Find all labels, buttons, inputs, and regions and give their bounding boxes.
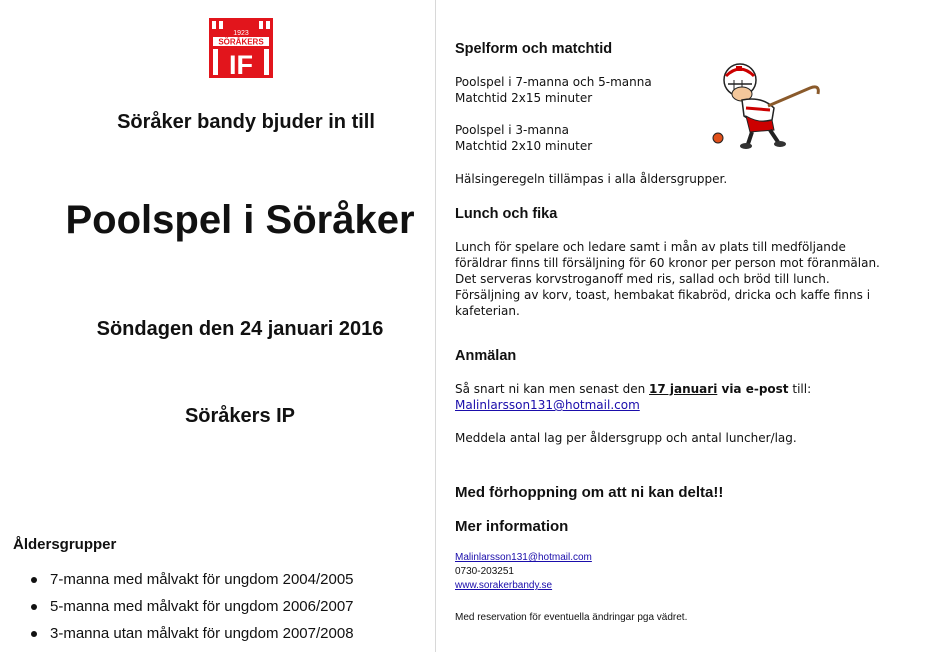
club-logo-icon <box>209 18 273 78</box>
format-heading: Spelform och matchtid <box>455 41 613 57</box>
bandy-player-cartoon-icon <box>712 58 830 154</box>
signup-note: Meddela antal lag per åldersgrupp och antal luncher/lag. <box>455 431 797 445</box>
svg-text:1923: 1923 <box>233 30 249 37</box>
lunch-heading: Lunch och fika <box>455 206 558 222</box>
event-venue: Söråkers IP <box>184 405 296 427</box>
hope-line: Med förhoppning om att ni kan delta!! <box>455 484 724 501</box>
format-text-7-5: Poolspel i 7-manna och 5-manna Matchtid 2x15 minuter <box>455 75 652 105</box>
bullet-icon <box>31 577 37 583</box>
svg-text:SÖRÅKERS: SÖRÅKERS <box>218 37 264 47</box>
invitation-lead: Söråker bandy bjuder in till <box>117 111 375 133</box>
rule-line: Hälsingeregeln tillämpas i alla åldersgrupper. <box>455 172 728 186</box>
reservation-note: Med reservation för eventuella ändringar pga vädret. <box>455 612 688 623</box>
list-item: 7-manna med målvakt för ungdom 2004/2005 <box>30 569 354 596</box>
signup-text: Så snart ni kan men senast den 17 januari via e-post till: Malinlarsson131@hotmail.com <box>455 382 812 412</box>
event-date: Söndagen den 24 januari 2016 <box>96 318 384 340</box>
svg-text:IF: IF <box>229 50 253 78</box>
age-groups-list <box>30 569 354 650</box>
signup-email-link[interactable]: Malinlarsson131@hotmail.com <box>455 398 640 412</box>
age-groups-heading: Åldersgrupper <box>13 536 117 553</box>
format-text-3: Poolspel i 3-manna Matchtid 2x10 minuter <box>455 123 593 153</box>
list-item: 5-manna med målvakt för ungdom 2006/2007 <box>30 596 354 623</box>
more-info-heading: Mer information <box>455 518 569 535</box>
page-title: Poolspel i Söråker <box>65 198 415 242</box>
contact-block <box>455 551 592 593</box>
bullet-icon <box>31 604 37 610</box>
contact-email-link[interactable]: Malinlarsson131@hotmail.com <box>455 552 592 563</box>
signup-deadline: 17 januari <box>649 382 718 396</box>
bullet-icon <box>31 631 37 637</box>
signup-heading: Anmälan <box>455 348 517 364</box>
contact-phone: 0730-203251 <box>455 566 514 577</box>
lunch-text: Lunch för spelare och ledare samt i mån av plats till medföljande föräldrar finns till försäljning för 60 kronor per person mot föranmälan. Det serveras korvstroganoff med ris, sallad och bröd till lunch. Försäljning av korv, toast, hembakat fikabröd, dricka och kaffe finns i kafeterian. <box>455 240 880 318</box>
website-link[interactable]: www.sorakerbandy.se <box>455 580 553 591</box>
list-item: 3-manna utan målvakt för ungdom 2007/2008 <box>30 623 354 650</box>
